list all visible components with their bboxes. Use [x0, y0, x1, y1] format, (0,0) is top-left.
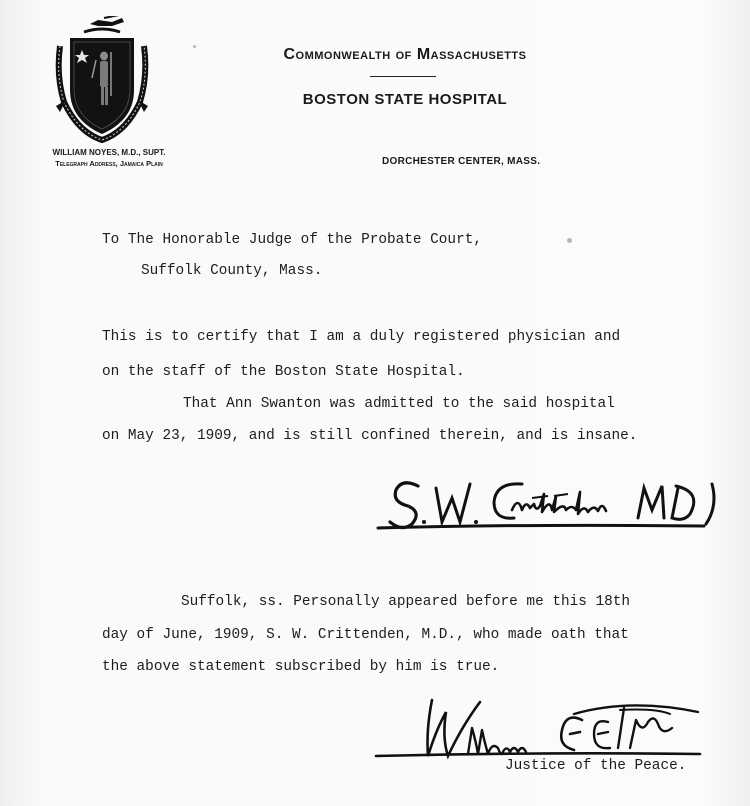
physician-signature — [372, 470, 722, 540]
oath-line: the above statement subscribed by him is true. — [102, 659, 500, 675]
scan-speck — [193, 45, 196, 48]
oath-line: day of June, 1909, S. W. Crittenden, M.D., who made oath that — [102, 627, 629, 643]
letterhead-location: DORCHESTER CENTER, MASS. — [382, 156, 541, 167]
superintendent-name: WILLIAM NOYES, M.D., SUPT. — [52, 148, 166, 157]
scan-speck — [567, 238, 572, 243]
massachusetts-seal-icon — [54, 16, 150, 148]
address-line: Suffolk County, Mass. — [141, 263, 323, 279]
certificate-line: This is to certify that I am a duly registered physician and — [102, 329, 621, 345]
letterhead-divider — [370, 76, 436, 77]
justice-signature — [370, 690, 715, 768]
letterhead-title: Commonwealth of Massachusetts — [283, 46, 527, 63]
certificate-line: That Ann Swanton was admitted to the said hospital — [183, 396, 615, 412]
certificate-line: on the staff of the Boston State Hospital. — [102, 364, 465, 380]
oath-line: Suffolk, ss. Personally appeared before me this 18th — [181, 594, 631, 610]
telegraph-address: Telegraph Address, Jamaica Plain — [55, 159, 163, 168]
letterhead-subtitle: BOSTON STATE HOSPITAL — [302, 91, 508, 108]
certificate-line: on May 23, 1909, and is still confined therein, and is insane. — [102, 428, 638, 444]
justice-title: Justice of the Peace. — [505, 758, 687, 774]
address-line: To The Honorable Judge of the Probate Court, — [102, 232, 482, 248]
